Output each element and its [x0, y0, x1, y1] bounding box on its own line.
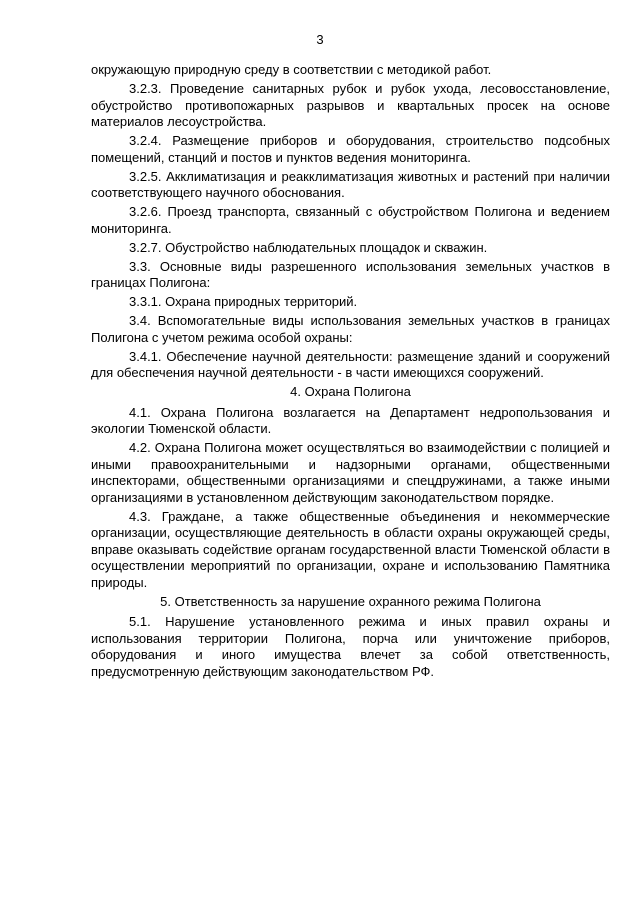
paragraph-3-2-4: 3.2.4. Размещение приборов и оборудования, строительство подсобных помещений, станций и постов и пунктов ведения мониторинга. [91, 133, 610, 165]
paragraph-3-3-1: 3.3.1. Охрана природных территорий. [129, 294, 358, 309]
section-5-heading: 5. Ответственность за нарушение охранного режима Полигона [160, 593, 541, 609]
paragraph-3-2-6: 3.2.6. Проезд транспорта, связанный с обустройством Полигона и ведением мониторинга. [91, 204, 610, 236]
paragraph-3-4: 3.4. Вспомогательные виды использования земельных участков в границах Полигона с учетом режима особой охраны: [91, 313, 610, 345]
document-body [91, 62, 610, 683]
page-number: 3 [316, 32, 324, 47]
section-4-heading: 4. Охрана Полигона [290, 384, 411, 399]
paragraph-continuation: окружающую природную среду в соответствии с методикой работ. [91, 62, 492, 77]
paragraph-5-1: 5.1. Нарушение установленного режима и иных правил охраны и использования территории Полигона, порча или уничтожение приборов, оборудования и иного имущества влечет за собой ответственность, предусмотренную действующим законодательством РФ. [91, 614, 610, 679]
paragraph-4-1: 4.1. Охрана Полигона возлагается на Департамент недропользования и экологии Тюменской области. [91, 404, 610, 436]
paragraph-4-2: 4.2. Охрана Полигона может осуществляться во взаимодействии с полицией и иными правоохранительными и надзорными органами, общественными инспекторами, общественными организациями и спецдружинами, а также иными организациями в установленном действующим законодательством порядке. [91, 440, 610, 505]
paragraph-3-4-1: 3.4.1. Обеспечение научной деятельности: размещение зданий и сооружений для обеспечения научной деятельности - в части имеющихся сооружений. [91, 348, 610, 380]
paragraph-3-2-5: 3.2.5. Акклиматизация и реакклиматизация животных и растений при наличии соответствующего научного обоснования. [91, 168, 610, 200]
paragraph-3-2-7: 3.2.7. Обустройство наблюдательных площадок и скважин. [129, 239, 488, 255]
paragraph-4-3: 4.3. Граждане, а также общественные объединения и некоммерческие организации, осуществляющие деятельность в области охраны окружающей среды, вправе оказывать содействие органам государственной власти Тюменской области в осуществлении мероприятий по организации, охране и использованию Памятника природы. [91, 508, 610, 590]
paragraph-3-2-3: 3.2.3. Проведение санитарных рубок и рубок ухода, лесовосстановление, обустройство противопожарных разрывов и квартальных просек на основе материалов лесоустройства. [91, 81, 610, 129]
paragraph-3-3: 3.3. Основные виды разрешенного использования земельных участков в границах Полигона: [91, 258, 610, 290]
